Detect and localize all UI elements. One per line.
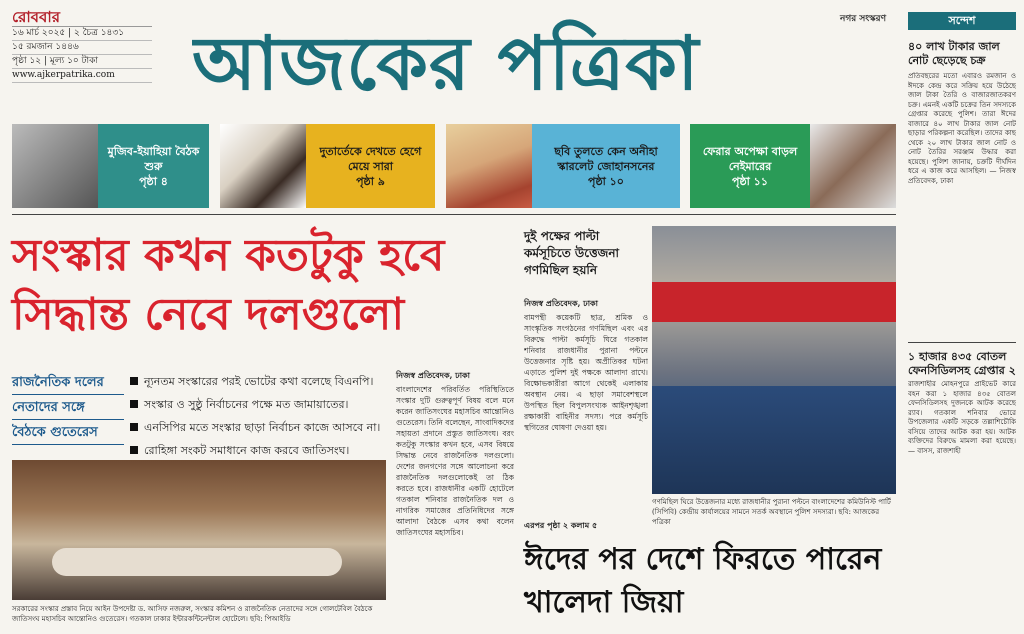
website-link[interactable]: www.ajkerpatrika.com	[12, 69, 152, 83]
promo-4-title: ফেরার অপেক্ষা বাড়ল নেইমারের	[702, 144, 798, 173]
lead-tag: বৈঠকে গুতেরেস	[12, 420, 124, 445]
bullet-item: এনসিপির মতে সংস্কার ছাড়া নির্বাচন কাজে আসবে না।	[130, 416, 388, 439]
sidebar-story1-headline[interactable]: ৪০ লাখ টাকার জাল নোট ছেড়েছে চক্র	[908, 40, 1000, 67]
promo-3-photo	[446, 124, 532, 208]
promo-3[interactable]	[446, 124, 680, 208]
promo-1-title: মুজিব-ইয়াহিয়া বৈঠক শুরু	[107, 144, 200, 173]
promo-2-title: দুতার্তেকে দেখতে হেগে মেয়ে সারা	[319, 144, 422, 173]
promo-2-photo	[220, 124, 306, 208]
story2-body: বামপন্থী কয়েকটি ছাত্র, শ্রমিক ও সাংস্কৃতিক সংগঠনের গণমিছিল এবং এর বিরুদ্ধে পাল্টা কর্মসূচি ঘিরে গতকাল শনিবার রাজধানীর পুরানা পল্টনে উত্তেজনার সৃষ্টি হয়। অপ্রীতিকর ঘটনা এড়াতে পুলিশ দুই পক্ষকে আলাদা রাখে। বিক্ষোভকারীরা আগে থেকেই এলাকায় অবস্থান নেয়। এ ছাড়া সমাবেশস্থলে উপস্থিত ছিল বিপুলসংখ্যক আইনশৃঙ্খলা রক্ষাকারী বাহিনীর সদস্য। পরে কর্মসূচি স্থগিতের ঘোষণা দেওয়া হয়।	[524, 313, 648, 432]
square-bullet-icon	[130, 377, 138, 385]
hijri-date: ১৫ রমজান ১৪৪৬	[12, 41, 152, 55]
pages-price: পৃষ্ঠা ১২ | মূল্য ১০ টাকা	[12, 55, 152, 69]
lead-headline[interactable]: সংস্কার কখন কতটুকু হবে সিদ্ধান্ত নেবে দলগুলো	[12, 230, 445, 340]
promo-1[interactable]	[12, 124, 209, 208]
divider	[12, 214, 896, 215]
bullet-item: সংস্কার ও সুষ্ঠু নির্বাচনের পক্ষে মত জামায়াতের।	[130, 393, 388, 416]
lead-tag: নেতাদের সঙ্গে	[12, 395, 124, 420]
promo-3-title: ছবি তুলতে কেন অনীহা স্কারলেট জোহানসনের	[554, 144, 658, 173]
lead-body-column-1: বাংলাদেশের পরিবর্তিত পরিস্থিতিতে সংস্কার দুটি গুরুত্বপূর্ণ বিষয় বলে মনে করেন জাতিসংঘের মহাসচিব আন্তোনিও গুতেরেস। তিনি বলেছেন, সাংবাদিকদের সহায়তা প্রদানে প্রস্তুত জাতিসংঘ। বরং কতটুকু সংস্কার কখন হবে, এসব বিষয়ে সিদ্ধান্ত নেবে রাজনৈতিক দলগুলো। দেশের জনগণের সঙ্গে আলোচনা করে রাজনৈতিক দলগুলোকেই তা ঠিক করতে হবে। রাজধানীর একটি হোটেলে গতকাল শনিবার রাজনৈতিক দল ও নাগরিক সমাজের প্রতিনিধিদের সঙ্গে আলাদা বৈঠকে এসব কথা বলেন জাতিসংঘের মহাসচিব।	[396, 385, 514, 537]
promo-4-photo	[810, 124, 896, 208]
story3-headline[interactable]: ঈদের পর দেশে ফিরতে পারেন খালেদা জিয়া	[524, 542, 882, 620]
square-bullet-icon	[130, 423, 138, 431]
promo-1-photo	[12, 124, 98, 208]
continued-note[interactable]: এরপর পৃষ্ঠা ২ কলাম ৫	[524, 520, 598, 530]
promo-1-page: পৃষ্ঠা ৪	[139, 174, 168, 188]
bullet-item: ন্যূনতম সংস্কারের পরই ভোটের কথা বলেছে বিএনপি।	[130, 370, 388, 393]
square-bullet-icon	[130, 400, 138, 408]
divider	[908, 342, 1016, 343]
promo-3-page: পৃষ্ঠা ১০	[588, 174, 624, 188]
sidebar-title: সন্দেশ	[908, 12, 1016, 30]
promo-2-page: পৃষ্ঠা ৯	[356, 174, 385, 188]
bullet-item: রোহিঙ্গা সংকট সমাধানে কাজ করবে জাতিসংঘ।	[130, 439, 388, 462]
promo-2[interactable]	[220, 124, 435, 208]
date-line: ১৬ মার্চ ২০২৫ | ২ চৈত্র ১৪৩১	[12, 27, 152, 41]
square-bullet-icon	[130, 446, 138, 454]
lead-photo-caption: সরকারের সংস্কার প্রস্তাব নিয়ে আইন উপদেষ্টা ড. আসিফ নজরুল, সংস্কার কমিশন ও রাজনৈতিক নেতাদের সঙ্গে গোলটেবিল বৈঠকে জাতিসংঘ মহাসচিব আন্তোনিও গুতেরেস। গতকাল ঢাকার ইন্টারকন্টিনেন্টাল হোটেলে। ছবি: পিআইডি	[12, 605, 373, 623]
newspaper-logo: আজকের পত্রিকা	[192, 21, 700, 107]
lead-tags	[12, 370, 124, 445]
story2-photo	[652, 226, 896, 494]
lead-bullets	[130, 370, 388, 462]
story2-byline: নিজস্ব প্রতিবেদক, ঢাকা	[524, 298, 598, 308]
lead-tag: রাজনৈতিক দলের	[12, 370, 124, 395]
sidebar-story2-headline[interactable]: ১ হাজার ৪৩৫ বোতল ফেনসিডিলসহ গ্রেপ্তার ২	[908, 350, 1016, 377]
sidebar-story2-body: রাজশাহীর মোহনপুরে প্রাইভেট কারে বহন করা ১ হাজার ৪৩৫ বোতল ফেনসিডিলসহ দুজনকে আটক করেছে র‍্যাব। গতকাল শনিবার ভোরে উপজেলার একটি সড়কে তল্লাশিচৌকি বসিয়ে তাদের আটক করা হয়। আটক ব্যক্তিদের বিরুদ্ধে মামলা করা হয়েছে। — বাসস, রাজশাহী	[908, 380, 1016, 455]
weekday: রোববার	[12, 8, 152, 27]
sidebar-story1-body: প্রতিবছরের মতো এবারও রমজান ও ঈদকে কেন্দ্র করে সক্রিয় হয়ে উঠেছে জাল টাকা তৈরি ও বাজারজাতকরণ চক্র। এমনই একটি চক্রের তিন সদস্যকে গ্রেপ্তার করেছে পুলিশ। তারা ঈদের বাজারে ৪০ লাখ টাকার জাল নোট ছাড়ার পরিকল্পনা করেছিল। তাদের কাছ থেকে ২০ লাখ টাকার জাল নোট ও নোট তৈরির সরঞ্জাম উদ্ধার করা হয়েছে। পুলিশ জানায়, চক্রটি দীর্ঘদিন ধরে এ কাজ করে আসছিল। — নিজস্ব প্রতিবেদক, ঢাকা	[908, 72, 1016, 185]
edition-label: নগর সংস্করণ	[840, 14, 887, 24]
masthead-meta	[12, 8, 152, 83]
lead-photo	[12, 460, 386, 600]
promo-4-page: পৃষ্ঠা ১১	[732, 174, 768, 188]
promo-4[interactable]	[690, 124, 896, 208]
story2-photo-caption: গণমিছিল ঘিরে উত্তেজনার মধ্যে রাজধানীর পুরানা পল্টনে বাংলাদেশের কমিউনিস্ট পার্টি (সিপিবি) কেন্দ্রীয় কার্যালয়ের সামনে সতর্ক অবস্থানে পুলিশ সদস্যরা। ছবি: আজকের পত্রিকা	[652, 498, 891, 526]
lead-byline: নিজস্ব প্রতিবেদক, ঢাকা	[396, 370, 470, 380]
story2-headline[interactable]: দুই পক্ষের পাল্টা কর্মসূচিতে উত্তেজনা গণমিছিল হয়নি	[524, 229, 620, 277]
